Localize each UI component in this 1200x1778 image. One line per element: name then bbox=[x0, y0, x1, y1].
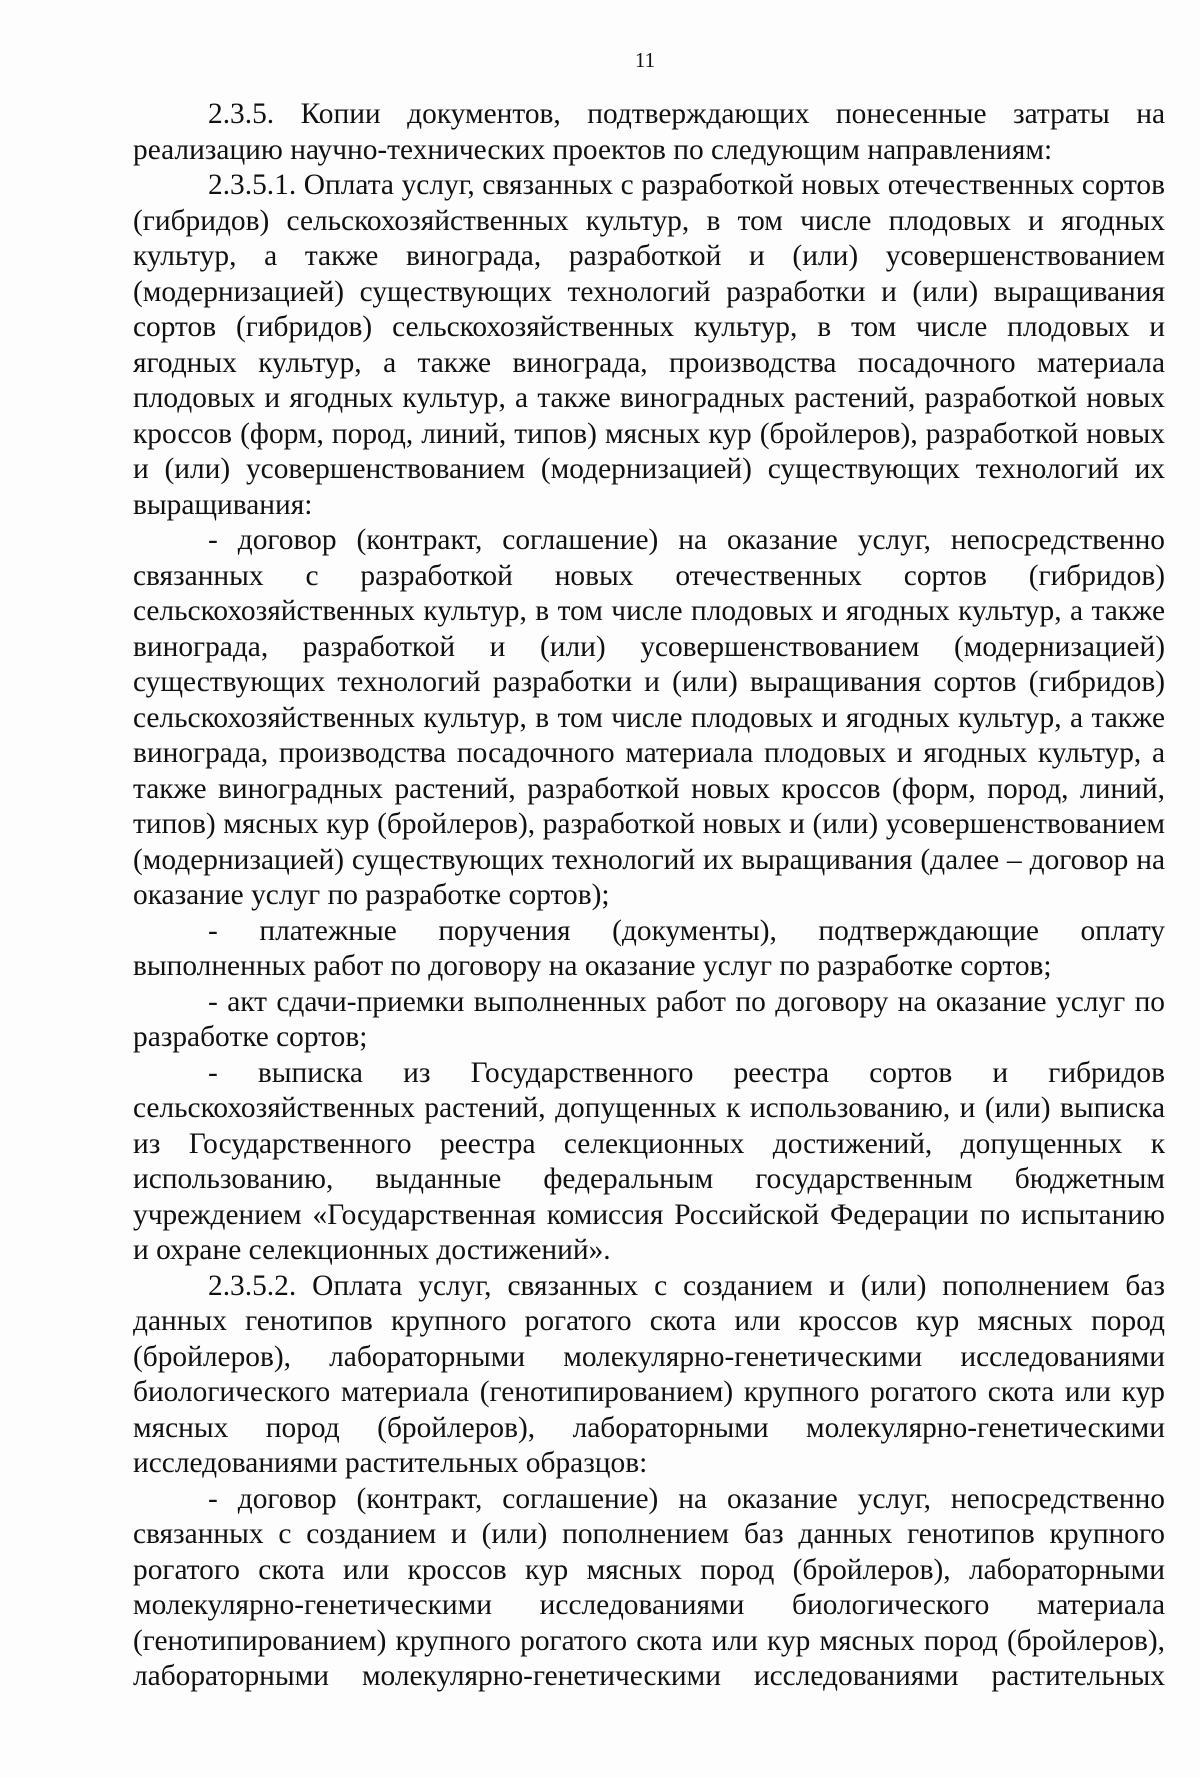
document-body bbox=[133, 97, 1165, 1695]
paragraph-2-3-5: 2.3.5. Копии документов, подтверждающих понесенные затраты на реализацию научно-технических проектов по следующим направлениям: bbox=[133, 98, 1165, 166]
list-item-acceptance-act: - акт сдачи-приемки выполненных работ по договору на оказание услуг по разработке сортов; bbox=[133, 985, 1165, 1053]
list-item-genotype-contract: - договор (контракт, соглашение) на оказание услуг, непосредственно связанных с созданием и (или) пополнением баз данных генотипов крупного рогатого скота или кроссов кур мясных пород (бройлеров), лабораторными молекулярно-генетическими исследованиями биологического материала (генотипированием) крупного рогатого скота или кур мясных пород (бройлеров), лабораторными молекулярно-генетическими исследованиями растительных bbox=[133, 1482, 1165, 1692]
page-number: 11 bbox=[634, 48, 656, 72]
list-item-registry-extract: - выписка из Государственного реестра сортов и гибридов сельскохозяйственных растений, допущенных к использованию, и (или) выписка из Государственного реестра селекционных достижений, допущенных к использованию, выданные федеральным государственным бюджетным учреждением «Государственная комиссия Российской Федерации по испытанию и охране селекционных достижений». bbox=[133, 1056, 1165, 1266]
list-item-service-contract: - договор (контракт, соглашение) на оказание услуг, непосредственно связанных с разработкой новых отечественных сортов (гибридов) сельскохозяйственных культур, в том числе плодовых и ягодных культур, а также винограда, разработкой и (или) усовершенствованием (модернизацией) существующих технологий разработки и (или) выращивания сортов (гибридов) сельскохозяйственных культур, в том числе плодовых и ягодных культур, а также винограда, производства посадочного материала плодовых и ягодных культур, а также виноградных растений, разработкой новых кроссов (форм, пород, линий, типов) мясных кур (бройлеров), разработкой новых и (или) усовершенствованием (модернизацией) существующих технологий их выращивания (далее – договор на оказание услуг по разработке сортов); bbox=[133, 524, 1165, 911]
paragraph-2-3-5-1: 2.3.5.1. Оплата услуг, связанных с разработкой новых отечественных сортов (гибридов) сельскохозяйственных культур, в том числе плодовых и ягодных культур, а также винограда, разработкой и (или) усовершенствованием (модернизацией) существующих технологий разработки и (или) выращивания сортов (гибридов) сельскохозяйственных культур, в том числе плодовых и ягодных культур, а также винограда, производства посадочного материала плодовых и ягодных культур, а также виноградных растений, разработкой новых кроссов (форм, пород, линий, типов) мясных кур (бройлеров), разработкой новых и (или) усовершенствованием (модернизацией) существующих технологий их выращивания: bbox=[133, 169, 1165, 521]
list-item-payment-orders: - платежные поручения (документы), подтверждающие оплату выполненных работ по договору на оказание услуг по разработке сортов; bbox=[133, 914, 1165, 982]
paragraph-2-3-5-2: 2.3.5.2. Оплата услуг, связанных с созданием и (или) пополнением баз данных генотипов крупного рогатого скота или кроссов кур мясных пород (бройлеров), лабораторными молекулярно-генетическими исследованиями биологического материала (генотипированием) крупного рогатого скота или кур мясных пород (бройлеров), лабораторными молекулярно-генетическими исследованиями растительных образцов: bbox=[133, 1269, 1165, 1479]
